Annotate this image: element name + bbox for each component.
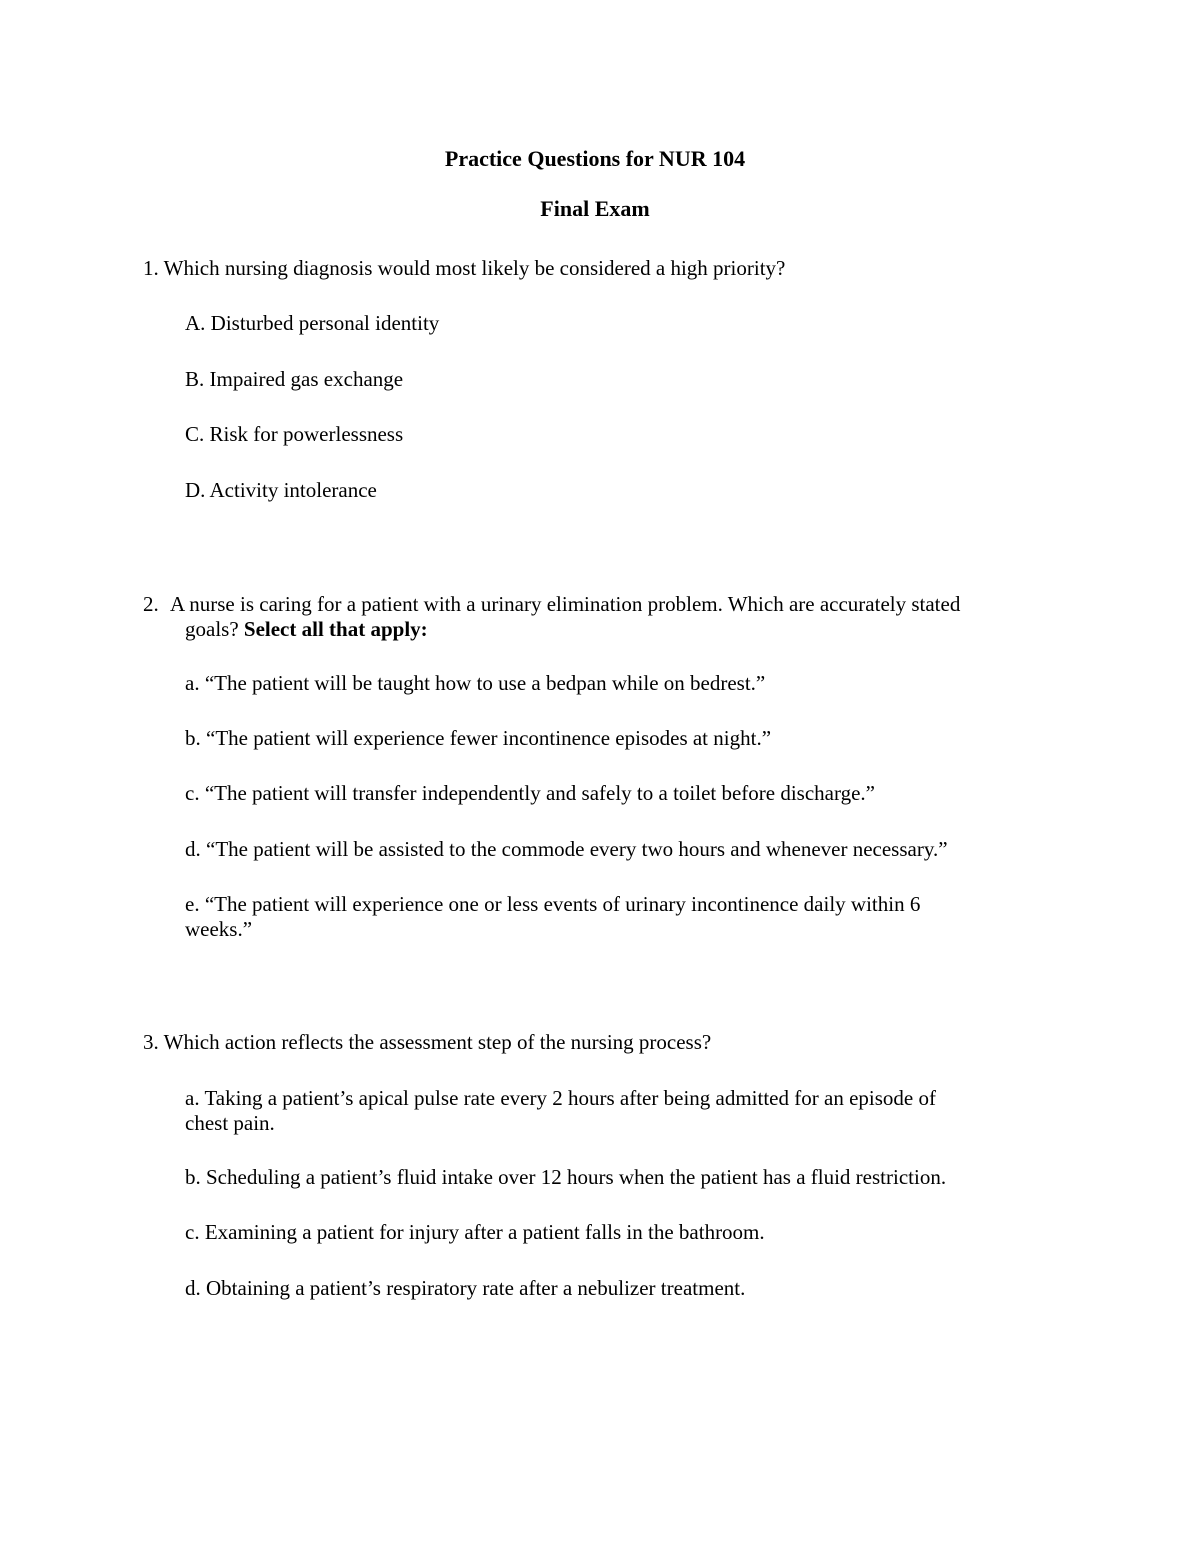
answer-option: d. Obtaining a patient’s respiratory rate after a nebulizer treatment. (185, 1276, 746, 1300)
question-number: 1. (143, 256, 159, 280)
answer-option: b. Scheduling a patient’s fluid intake over 12 hours when the patient has a fluid restriction. (185, 1165, 947, 1189)
answer-option-continued: weeks.” (185, 917, 253, 941)
answer-option: c. “The patient will transfer independently and safely to a toilet before discharge.” (185, 781, 876, 805)
answer-option: B. Impaired gas exchange (185, 367, 404, 391)
question-3 (143, 1030, 711, 1055)
question-text: Which nursing diagnosis would most likely be considered a high priority? (163, 256, 786, 280)
answer-option: a. Taking a patient’s apical pulse rate every 2 hours after being admitted for an episode of (185, 1086, 936, 1110)
answer-option: c. Examining a patient for injury after a patient falls in the bathroom. (185, 1220, 765, 1244)
question-text: A nurse is caring for a patient with a urinary elimination problem. Which are accurately stated (170, 592, 961, 616)
answer-option-continued: chest pain. (185, 1111, 275, 1135)
question-text: Which action reflects the assessment step of the nursing process? (163, 1030, 712, 1054)
answer-option: e. “The patient will experience one or less events of urinary incontinence daily within 6 (185, 892, 921, 916)
question-number: 3. (143, 1030, 159, 1054)
document-title: Practice Questions for NUR 104 (444, 146, 746, 171)
select-all-instruction: Select all that apply: (243, 617, 428, 641)
question-2 (143, 592, 960, 617)
answer-option: b. “The patient will experience fewer incontinence episodes at night.” (185, 726, 772, 750)
question-text: goals? (185, 617, 239, 641)
answer-option: A. Disturbed personal identity (185, 311, 440, 335)
answer-option: a. “The patient will be taught how to use a bedpan while on bedrest.” (185, 671, 766, 695)
answer-option: D. Activity intolerance (185, 478, 377, 502)
answer-option: d. “The patient will be assisted to the commode every two hours and whenever necessary.” (185, 837, 948, 861)
answer-option: C. Risk for powerlessness (185, 422, 404, 446)
document-subtitle: Final Exam (540, 196, 650, 221)
question-number: 2. (143, 592, 159, 616)
question-2-line-2 (185, 617, 428, 642)
question-1 (143, 256, 785, 281)
